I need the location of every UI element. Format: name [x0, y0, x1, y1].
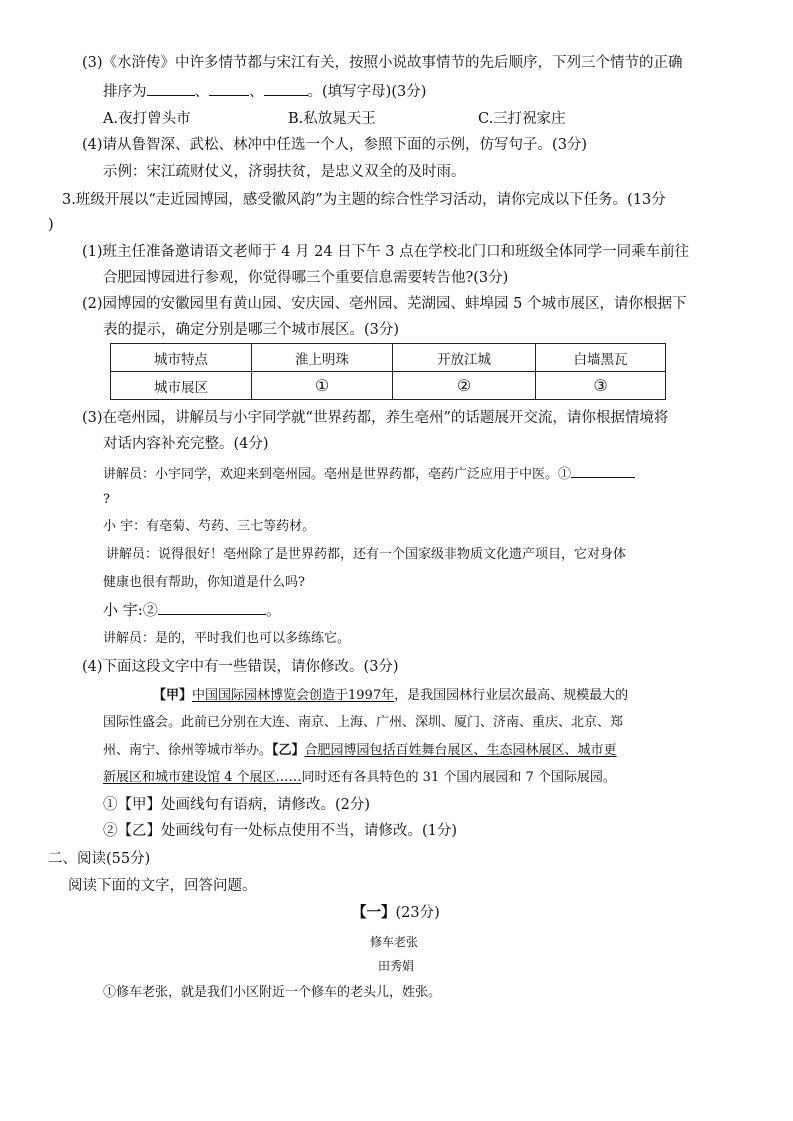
answer-blank-3[interactable]	[264, 81, 308, 96]
passage-line2: 国际性盛会。此前已分别在大连、南京、上海、广州、深圳、厦门、济南、重庆、北京、郑	[103, 715, 624, 730]
answer-cell-3[interactable]: ③	[536, 372, 666, 400]
task-3-line2: 对话内容补充完整。(4分)	[103, 436, 269, 452]
answer-blank-2[interactable]	[209, 81, 249, 96]
passage-text: 同时还有各具特色的 31 个国内展园和 7 个国际展园。	[301, 770, 616, 785]
dialogue-blank-1[interactable]	[571, 463, 635, 478]
table-cell: 城市展区	[111, 372, 252, 400]
part-score: (23分)	[395, 905, 440, 921]
underlined-sentence-yi-cont: 新展区和城市建设馆 4 个展区……	[103, 770, 302, 785]
answer-cell-1[interactable]: ①	[252, 372, 393, 400]
passage-line3	[103, 741, 617, 761]
question-3-line1: (3)《水浒传》中许多情节都与宋江有关，按照小说故事情节的先后顺序，下列三个情节的正确	[82, 55, 683, 71]
dialogue-xiaoyu-1: 小 宇：有亳菊、芍药、三七等药材。	[103, 519, 316, 534]
question-4-example: 示例：宋江疏财仗义，济弱扶贫，是忠义双全的及时雨。	[103, 164, 466, 180]
table-row	[111, 344, 666, 372]
question-3-line2	[103, 81, 426, 102]
task-2-line2: 表的提示，确定分别是哪三个城市展区。(3分)	[103, 322, 400, 338]
passage-text: ，是我国园林行业层次最高、规模最大的	[394, 688, 629, 703]
dialogue-xiaoyu-2	[103, 600, 281, 620]
section-2-instruction: 阅读下面的文字，回答问题。	[68, 878, 257, 894]
dialogue-blank-2[interactable]	[158, 600, 266, 615]
answer-cell-2[interactable]: ②	[393, 372, 536, 400]
task-1-line2: 合肥园博园进行参观，你觉得哪三个重要信息需要转告他?(3分)	[103, 270, 509, 286]
city-exhibit-table	[110, 343, 666, 400]
task-2-line1: (2)园博园的安徽园里有黄山园、安庆园、亳州园、芜湖园、蚌埠园 5 个城市展区，请你根据下	[82, 296, 687, 312]
table-row	[111, 372, 666, 400]
article-title: 修车老张	[370, 935, 419, 949]
article-paragraph-1: ①修车老张，就是我们小区附近一个修车的老头儿，姓张。	[103, 985, 442, 1000]
dialogue-guide-2-line2: 健康也很有帮助，你知道是什么吗?	[103, 575, 305, 590]
option-b: B.私放晁天王	[288, 111, 376, 127]
table-cell: 城市特点	[111, 344, 252, 372]
dialogue-text: 。	[265, 601, 281, 619]
question-3-prefix: 排序为	[103, 84, 147, 100]
dialogue-guide-2-line1: 讲解员：说得很好！亳州除了是世界药都，还有一个国家级非物质文化遗产项目，它对身体	[106, 547, 627, 562]
task-4-line1: (4)下面这段文字中有一些错误，请你修改。(3分)	[82, 659, 399, 675]
part-1-heading	[352, 903, 440, 923]
part-mark: 【一】	[352, 904, 396, 921]
option-c: C.三打祝家庄	[478, 111, 566, 127]
main-question-3-line1: 3.班级开展以“走近园博园，感受徽风韵”为主题的综合性学习活动，请你完成以下任务。(13分	[62, 192, 666, 208]
dialogue-question-mark: ?	[103, 492, 110, 507]
underlined-sentence-jia: 中国国际园林博览会创造于1997年	[192, 688, 395, 703]
dialogue-text: 讲解员：小宇同学，欢迎来到亳州园。亳州是世界药都，亳药广泛应用于中医。①	[103, 467, 572, 482]
marker-jia: 【甲】	[153, 688, 193, 703]
answer-blank-1[interactable]	[147, 81, 195, 96]
underlined-sentence-yi: 合肥园博园包括百姓舞台展区、生态园林展区、城市更	[304, 743, 617, 758]
question-4-line1: (4)请从鲁智深、武松、林冲中任选一个人，参照下面的示例，仿写句子。(3分)	[82, 137, 588, 153]
article-author: 田秀娟	[378, 959, 415, 973]
dialogue-text: 小 宇:②	[103, 601, 158, 619]
passage-text: 州、南宁、徐州等城市举办。	[103, 743, 273, 758]
separator: 、	[194, 84, 209, 100]
sub-question-1: ①【甲】处画线句有语病，请修改。(2分)	[103, 797, 371, 813]
main-question-3-line2: )	[48, 217, 54, 233]
passage-line4	[103, 768, 616, 788]
table-cell: 淮上明珠	[252, 344, 393, 372]
sub-question-2: ②【乙】处画线句有一处标点使用不当，请修改。(1分)	[103, 823, 458, 839]
table-cell: 白墙黑瓦	[536, 344, 666, 372]
option-a: A.夜打曾头市	[103, 111, 191, 127]
section-2-heading: 二、阅读(55分)	[48, 851, 151, 867]
task-1-line1: (1)班主任准备邀请语文老师于 4 月 24 日下午 3 点在学校北门口和班级全体同学一同乘车前往	[82, 244, 690, 260]
task-3-line1: (3)在亳州园，讲解员与小宇同学就“世界药都，养生亳州”的话题展开交流，请你根据情境将	[82, 410, 669, 426]
marker-yi: 【乙】	[272, 743, 305, 758]
passage-line1	[153, 686, 628, 706]
dialogue-guide-1	[103, 463, 635, 485]
table-cell: 开放江城	[393, 344, 536, 372]
separator: 、	[249, 84, 264, 100]
question-3-suffix: 。(填写字母)(3分)	[307, 84, 427, 100]
dialogue-guide-3: 讲解员：是的，平时我们也可以多练练它。	[103, 631, 351, 646]
